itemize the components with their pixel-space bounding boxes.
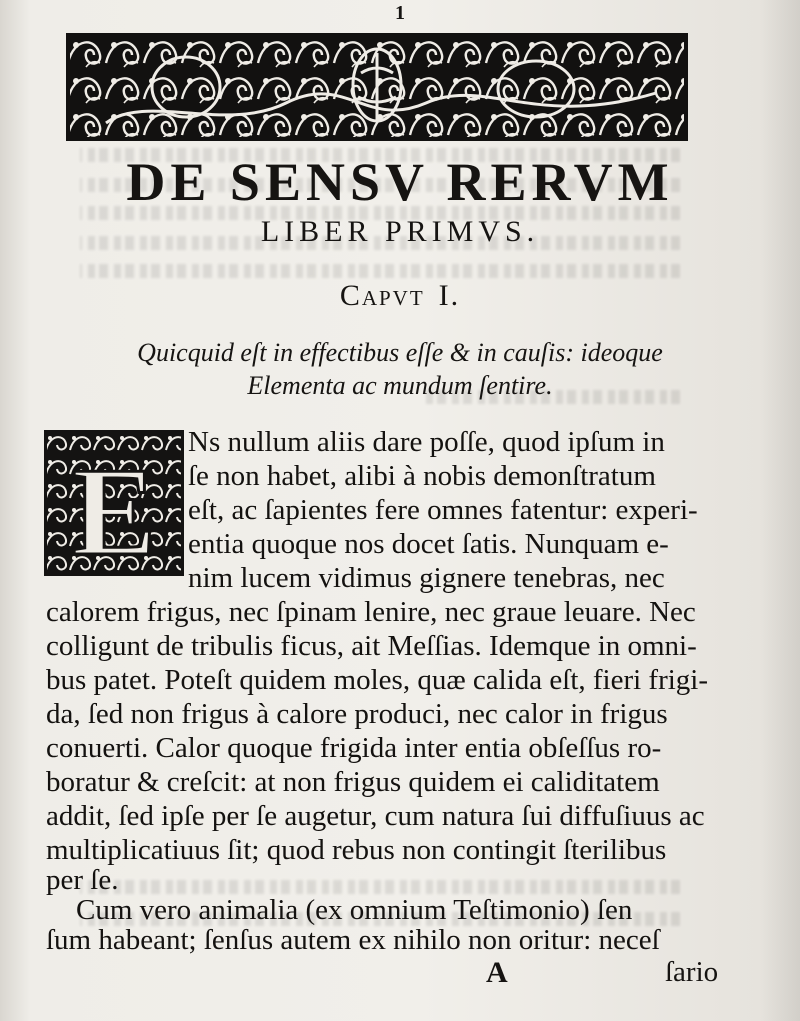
text-line: colligunt de tribulis ficus, ait Meſſias. Idemque in omni- [46,630,697,662]
text-line: Cum vero animalia (ex omnium Teſtimonio) ſen [76,894,633,926]
chapter-heading [0,278,800,314]
signature-mark: A [486,956,508,989]
text-line: ſum habeant; ſenſus autem ex nihilo non oritur: neceſ [46,924,660,956]
catchword: ſario [665,956,719,988]
argument-line: Quicquid eſt in effectibus eſſe & in cauſis: ideoque [137,338,663,367]
text-line: nim lucem vidimus gignere tenebras, nec [188,562,665,594]
text-line: addit, ſed ipſe per ſe augetur, cum natura ſui diffuſiuus ac [46,800,705,832]
text-line: multiplicatiuus ſit; quod rebus non contingit ſterilibus [46,834,667,866]
text-line: per ſe. [46,864,119,896]
text-line: ſe non habet, alibi à nobis demonſtratum [188,460,656,492]
text-line: boratur & creſcit: at non frigus quidem ei caliditatem [46,766,660,798]
text-line: eſt, ac ſapientes fere omnes fatentur: experi- [188,494,698,526]
folio-number: 1 [395,2,405,24]
chapter-argument [0,336,800,402]
text-line: da, ſed non frigus à calore produci, nec calor in frigus [46,698,668,730]
text-line: conuerti. Calor quoque frigida inter entia obſeſſus ro- [46,732,662,764]
argument-line: Elementa ac mundum ſentire. [247,371,553,400]
text-line: bus patet. Poteſt quidem moles, quæ calida eſt, fieri frigi- [46,664,709,696]
decorated-initial-e [44,430,184,576]
text-line: entia quoque nos docet ſatis. Nunquam e- [188,528,669,560]
book-title: DE SENSV RERVM [126,152,674,212]
chapter-number: I. [438,279,461,312]
chapter-label: Capvt [339,279,425,312]
ornamental-headpiece [66,33,688,141]
text-line: calorem frigus, nec ſpinam lenire, nec graue leuare. Nec [46,596,696,628]
drop-cap-letter: E [71,443,157,576]
text-line: Ns nullum aliis dare poſſe, quod ipſum in [188,426,665,458]
book-subtitle: LIBER PRIMVS. [260,215,540,248]
